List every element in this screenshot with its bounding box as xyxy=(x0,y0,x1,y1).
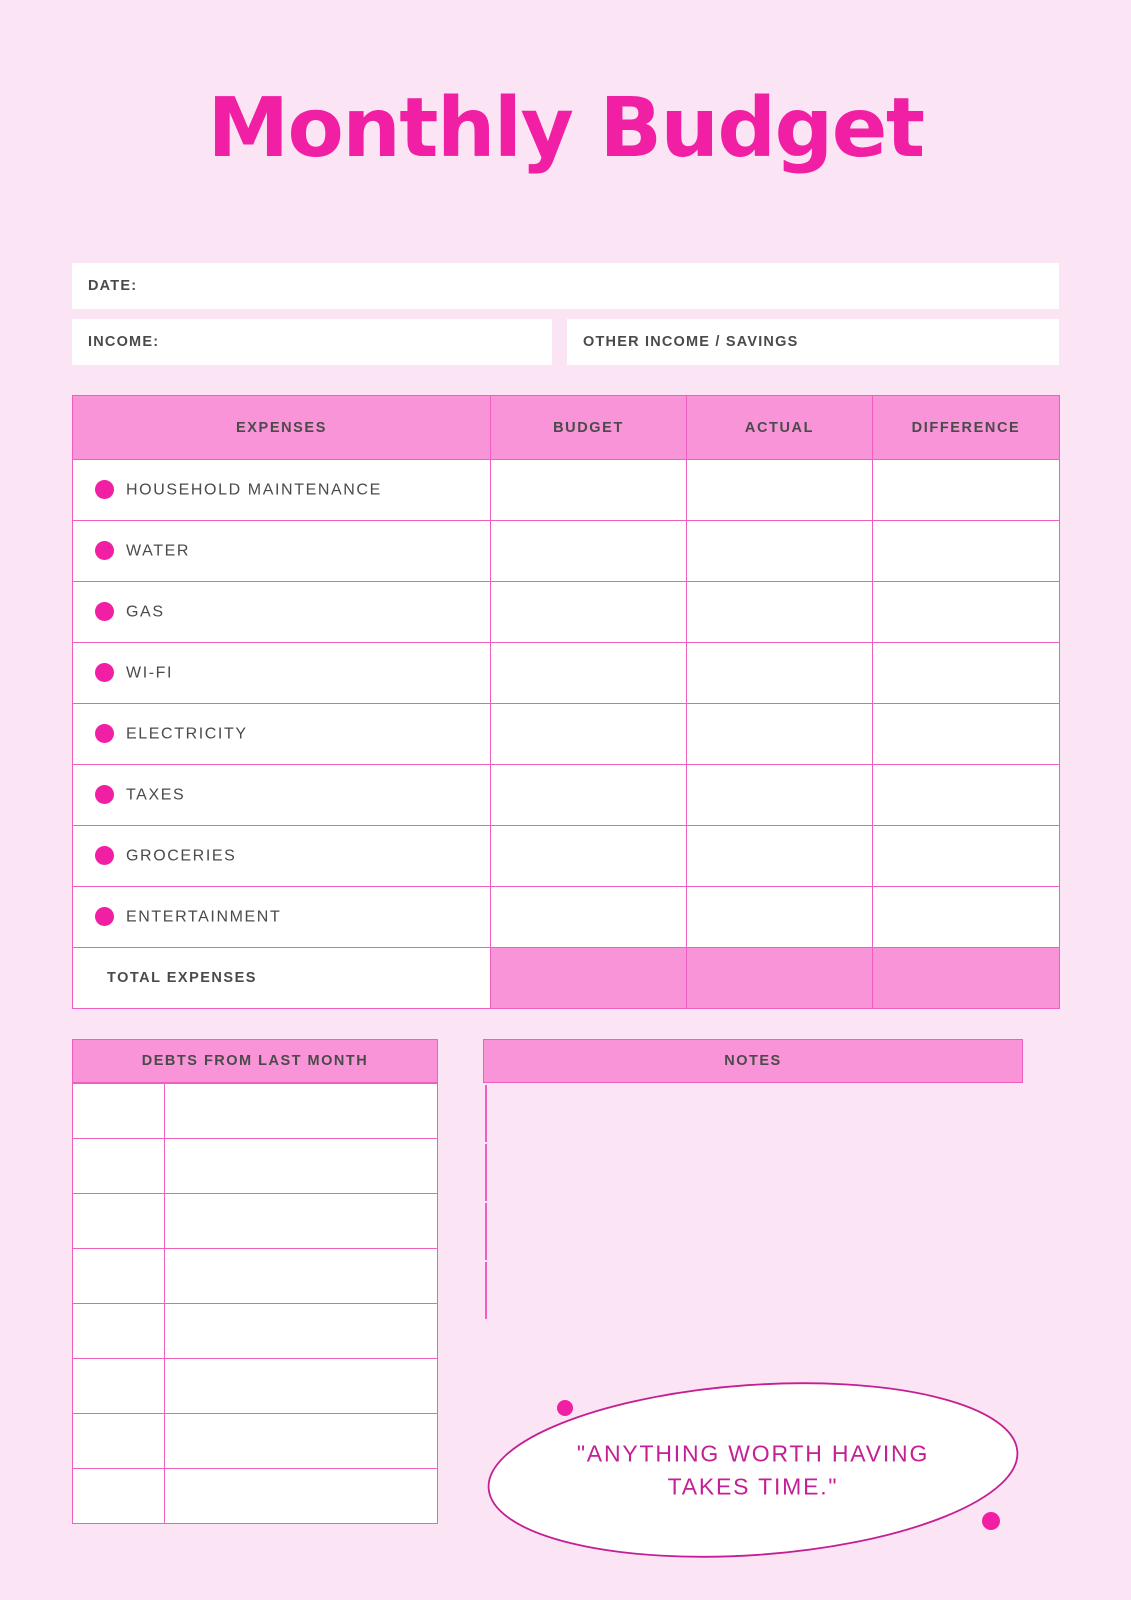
notes-table xyxy=(483,1083,489,1321)
table-row xyxy=(73,1414,438,1469)
expense-budget-cell[interactable] xyxy=(491,521,687,582)
table-row xyxy=(73,826,1060,887)
bullet-dot-icon xyxy=(95,724,114,743)
table-row xyxy=(73,704,1060,765)
expense-category-cell xyxy=(73,704,491,765)
expense-budget-cell[interactable] xyxy=(491,887,687,948)
table-row xyxy=(73,1359,438,1414)
expense-category-label: ELECTRICITY xyxy=(126,725,248,742)
expense-budget-cell[interactable] xyxy=(491,643,687,704)
other-income-field[interactable] xyxy=(567,319,1059,365)
expense-category-label: GAS xyxy=(126,603,165,620)
expense-difference-cell[interactable] xyxy=(873,460,1060,521)
other-income-label: OTHER INCOME / SAVINGS xyxy=(583,334,799,350)
quote-text: "ANYTHING WORTH HAVING TAKES TIME." xyxy=(576,1440,930,1500)
total-expenses-row xyxy=(73,948,1060,1009)
debt-description-cell[interactable] xyxy=(165,1139,438,1194)
total-expenses-label: TOTAL EXPENSES xyxy=(73,948,491,1009)
expense-category-label: WATER xyxy=(126,542,190,559)
debts-panel xyxy=(72,1039,438,1578)
expense-difference-cell[interactable] xyxy=(873,582,1060,643)
table-row xyxy=(485,1144,487,1201)
expense-actual-cell[interactable] xyxy=(687,826,873,887)
expense-category-cell xyxy=(73,826,491,887)
expense-actual-cell[interactable] xyxy=(687,582,873,643)
table-row xyxy=(73,1139,438,1194)
expenses-header-expenses: EXPENSES xyxy=(73,396,491,460)
expense-actual-cell[interactable] xyxy=(687,887,873,948)
debt-amount-cell[interactable] xyxy=(73,1304,165,1359)
table-row xyxy=(73,1304,438,1359)
table-row xyxy=(485,1203,487,1260)
date-field[interactable] xyxy=(72,263,1059,309)
expense-actual-cell[interactable] xyxy=(687,521,873,582)
expense-category-label: ENTERTAINMENT xyxy=(126,908,282,925)
debt-amount-cell[interactable] xyxy=(73,1139,165,1194)
note-line[interactable] xyxy=(485,1144,487,1201)
expense-category-cell xyxy=(73,765,491,826)
expense-actual-cell[interactable] xyxy=(687,643,873,704)
debt-amount-cell[interactable] xyxy=(73,1084,165,1139)
debts-title: DEBTS FROM LAST MONTH xyxy=(72,1039,438,1083)
expense-difference-cell[interactable] xyxy=(873,643,1060,704)
expense-category-label: WI-FI xyxy=(126,664,174,681)
income-row xyxy=(72,319,1059,365)
total-actual-cell[interactable] xyxy=(687,948,873,1009)
note-line[interactable] xyxy=(485,1085,487,1142)
table-row xyxy=(73,582,1060,643)
total-budget-cell[interactable] xyxy=(491,948,687,1009)
expense-category-cell xyxy=(73,643,491,704)
table-row xyxy=(73,765,1060,826)
page-title: Monthly Budget xyxy=(207,81,924,176)
table-row xyxy=(485,1085,487,1142)
expense-difference-cell[interactable] xyxy=(873,521,1060,582)
expense-category-label: TAXES xyxy=(126,786,186,803)
expense-difference-cell[interactable] xyxy=(873,765,1060,826)
table-row xyxy=(73,1249,438,1304)
debt-amount-cell[interactable] xyxy=(73,1359,165,1414)
bullet-dot-icon xyxy=(95,785,114,804)
table-row xyxy=(73,1469,438,1524)
expense-difference-cell[interactable] xyxy=(873,887,1060,948)
debt-amount-cell[interactable] xyxy=(73,1249,165,1304)
table-row xyxy=(73,521,1060,582)
debt-amount-cell[interactable] xyxy=(73,1469,165,1524)
expenses-header-actual: ACTUAL xyxy=(687,396,873,460)
debt-description-cell[interactable] xyxy=(165,1084,438,1139)
debt-amount-cell[interactable] xyxy=(73,1194,165,1249)
expense-difference-cell[interactable] xyxy=(873,704,1060,765)
bullet-dot-icon xyxy=(95,480,114,499)
expense-actual-cell[interactable] xyxy=(687,460,873,521)
table-row xyxy=(485,1262,487,1319)
table-row xyxy=(73,460,1060,521)
expenses-header-budget: BUDGET xyxy=(491,396,687,460)
bottom-section xyxy=(72,1039,1059,1578)
debt-description-cell[interactable] xyxy=(165,1469,438,1524)
expenses-header-difference: DIFFERENCE xyxy=(873,396,1060,460)
expense-budget-cell[interactable] xyxy=(491,765,687,826)
total-difference-cell[interactable] xyxy=(873,948,1060,1009)
table-row xyxy=(73,643,1060,704)
expense-budget-cell[interactable] xyxy=(491,582,687,643)
debts-table xyxy=(72,1083,438,1524)
bullet-dot-icon xyxy=(95,846,114,865)
expense-category-cell xyxy=(73,887,491,948)
bullet-dot-icon xyxy=(95,907,114,926)
debt-description-cell[interactable] xyxy=(165,1249,438,1304)
bullet-dot-icon xyxy=(95,663,114,682)
debt-amount-cell[interactable] xyxy=(73,1414,165,1469)
income-field[interactable] xyxy=(72,319,552,365)
expense-category-cell xyxy=(73,521,491,582)
date-label: DATE: xyxy=(88,278,138,294)
expense-category-cell xyxy=(73,460,491,521)
debt-description-cell[interactable] xyxy=(165,1194,438,1249)
expense-category-label: GROCERIES xyxy=(126,847,237,864)
expense-actual-cell[interactable] xyxy=(687,765,873,826)
note-line[interactable] xyxy=(485,1203,487,1260)
table-row xyxy=(73,887,1060,948)
expense-budget-cell[interactable] xyxy=(491,704,687,765)
debt-description-cell[interactable] xyxy=(165,1304,438,1359)
expense-budget-cell[interactable] xyxy=(491,460,687,521)
bullet-dot-icon xyxy=(95,541,114,560)
expense-difference-cell[interactable] xyxy=(873,826,1060,887)
note-line[interactable] xyxy=(485,1262,487,1319)
table-row xyxy=(73,1194,438,1249)
bullet-dot-icon xyxy=(95,602,114,621)
quote-card xyxy=(483,1363,1023,1578)
expense-actual-cell[interactable] xyxy=(687,704,873,765)
income-label: INCOME: xyxy=(88,334,160,350)
expense-category-cell xyxy=(73,582,491,643)
debt-description-cell[interactable] xyxy=(165,1414,438,1469)
notes-title: NOTES xyxy=(483,1039,1023,1083)
debt-description-cell[interactable] xyxy=(165,1359,438,1414)
right-column xyxy=(483,1039,1023,1578)
expense-category-label: HOUSEHOLD MAINTENANCE xyxy=(126,481,382,498)
expense-budget-cell[interactable] xyxy=(491,826,687,887)
expenses-header-row xyxy=(73,396,1060,460)
table-row xyxy=(73,1084,438,1139)
expenses-table xyxy=(72,395,1060,1009)
